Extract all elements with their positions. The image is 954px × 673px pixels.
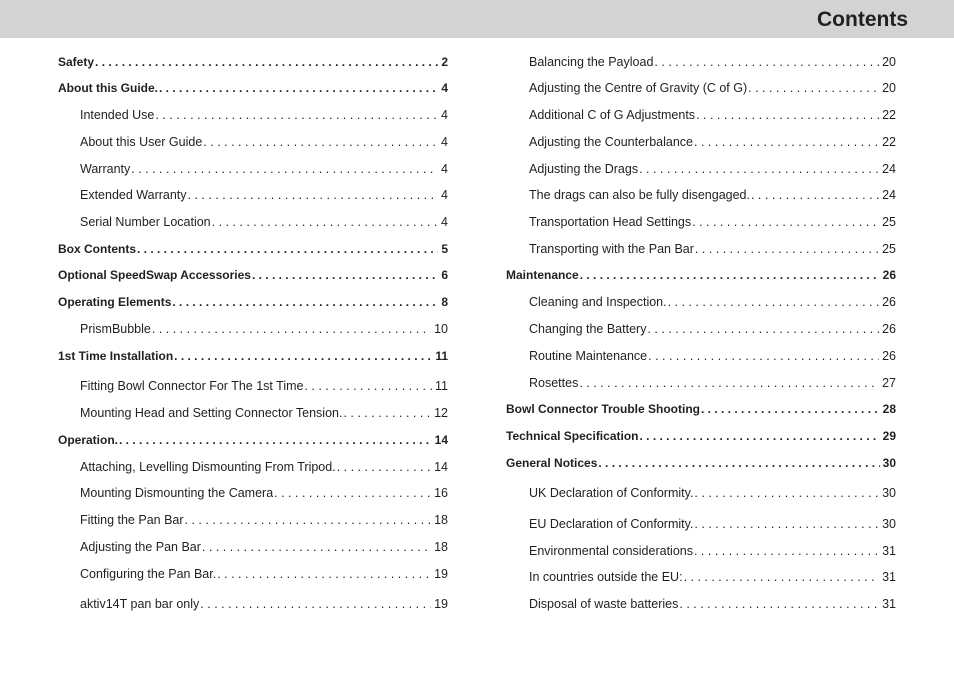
toc-entry-label: Technical Specification	[506, 429, 639, 443]
toc-entry-label: Transportation Head Settings	[529, 215, 692, 229]
toc-entry[interactable]	[80, 106, 448, 124]
dot-leader	[694, 133, 879, 151]
toc-entry-page-number: 18	[434, 513, 448, 527]
toc-entry-label: Adjusting the Centre of Gravity (C of G)	[529, 81, 748, 95]
dot-leader	[696, 106, 879, 124]
toc-entry-label: Mounting Dismounting the Camera	[80, 486, 274, 500]
toc-entry-label: Optional SpeedSwap Accessories	[58, 268, 251, 282]
dot-leader	[304, 377, 432, 395]
dot-leader	[748, 79, 879, 97]
toc-entry-label: Mounting Head and Setting Connector Tension.	[80, 406, 343, 420]
toc-entry-page-number: 22	[882, 108, 896, 122]
toc-entry-label: About this Guide.	[58, 81, 158, 95]
toc-entry-label: 1st Time Installation	[58, 349, 174, 363]
toc-entry-label: EU Declaration of Conformity.	[529, 517, 694, 531]
dot-leader	[694, 515, 879, 533]
toc-entry-page-number: 30	[882, 486, 896, 500]
toc-entry-page-number: 19	[434, 597, 448, 611]
toc-entry[interactable]	[80, 377, 448, 395]
dot-leader	[274, 484, 431, 502]
toc-entry[interactable]	[58, 240, 448, 258]
toc-entry[interactable]	[506, 400, 896, 418]
toc-entry[interactable]	[529, 79, 896, 97]
dot-leader	[751, 186, 879, 204]
toc-entry[interactable]	[80, 133, 448, 151]
dot-leader	[648, 347, 879, 365]
toc-entry[interactable]	[58, 431, 448, 449]
toc-entry[interactable]	[80, 511, 448, 529]
toc-entry[interactable]	[80, 320, 448, 338]
toc-entry[interactable]	[80, 458, 448, 476]
toc-entry[interactable]	[529, 347, 896, 365]
toc-entry[interactable]	[529, 106, 896, 124]
dot-leader	[202, 538, 431, 556]
dot-leader	[188, 186, 439, 204]
toc-entry-label: The drags can also be fully disengaged.	[529, 188, 750, 202]
dot-leader	[185, 511, 432, 529]
toc-entry-label: Disposal of waste batteries	[529, 597, 679, 611]
dot-leader	[174, 347, 432, 365]
toc-entry[interactable]	[80, 484, 448, 502]
toc-entry[interactable]	[58, 293, 448, 311]
toc-entry-label: Intended Use	[80, 108, 155, 122]
toc-entry[interactable]	[529, 374, 896, 392]
toc-entry-page-number: 6	[441, 268, 448, 282]
dot-leader	[701, 400, 880, 418]
toc-entry-page-number: 10	[434, 322, 448, 336]
toc-entry[interactable]	[506, 266, 896, 284]
toc-entry[interactable]	[529, 542, 896, 560]
toc-entry[interactable]	[529, 240, 896, 258]
toc-entry-page-number: 31	[882, 570, 896, 584]
dot-leader	[131, 160, 438, 178]
page-title: Contents	[817, 8, 908, 31]
toc-entry-label: Bowl Connector Trouble Shooting	[506, 402, 700, 416]
toc-entry-label: Additional C of G Adjustments	[529, 108, 696, 122]
toc-entry-page-number: 22	[882, 135, 896, 149]
toc-entry-label: Fitting the Pan Bar	[80, 513, 184, 527]
dot-leader	[679, 595, 879, 613]
toc-entry-page-number: 26	[882, 349, 896, 363]
header-bar	[0, 0, 954, 38]
dot-leader	[137, 240, 438, 258]
toc-entry-label: Warranty	[80, 162, 131, 176]
toc-entry-label: Adjusting the Pan Bar	[80, 540, 201, 554]
toc-entry-page-number: 4	[441, 215, 448, 229]
toc-entry[interactable]	[80, 595, 448, 613]
toc-entry-label: Adjusting the Drags	[529, 162, 639, 176]
toc-entry-page-number: 29	[882, 429, 896, 443]
dot-leader	[159, 79, 438, 97]
toc-entry-label: Routine Maintenance	[529, 349, 648, 363]
toc-entry-label: Rosettes	[529, 376, 579, 390]
toc-entry-page-number: 18	[434, 540, 448, 554]
toc-entry-page-number: 24	[882, 162, 896, 176]
toc-entry-label: Maintenance	[506, 268, 579, 282]
toc-entry-page-number: 14	[434, 433, 448, 447]
toc-entry[interactable]	[506, 427, 896, 445]
dot-leader	[337, 458, 431, 476]
toc-entry-page-number: 26	[882, 295, 896, 309]
toc-entry-label: Attaching, Levelling Dismounting From Tripod.	[80, 460, 336, 474]
dot-leader	[212, 213, 438, 231]
dot-leader	[668, 293, 879, 311]
toc-entry[interactable]	[529, 160, 896, 178]
toc-entry-page-number: 24	[882, 188, 896, 202]
dot-leader	[639, 160, 879, 178]
toc-entry[interactable]	[80, 404, 448, 422]
toc-entry-label: Changing the Battery	[529, 322, 647, 336]
dot-leader	[694, 484, 879, 502]
toc-entry-label: PrismBubble	[80, 322, 151, 336]
dot-leader	[579, 374, 879, 392]
toc-entry-label: Safety	[58, 55, 95, 69]
dot-leader	[217, 565, 431, 583]
dot-leader	[172, 293, 438, 311]
toc-entry[interactable]	[80, 160, 448, 178]
dot-leader	[119, 431, 432, 449]
toc-entry-label: About this User Guide	[80, 135, 203, 149]
toc-entry-page-number: 4	[441, 162, 448, 176]
dot-leader	[647, 320, 879, 338]
toc-entry[interactable]	[506, 454, 896, 472]
toc-entry-page-number: 26	[882, 268, 896, 282]
toc-entry-page-number: 28	[882, 402, 896, 416]
toc-entry[interactable]	[529, 595, 896, 613]
dot-leader	[684, 568, 880, 586]
toc-entry-page-number: 11	[435, 379, 448, 393]
toc-entry-label: Fitting Bowl Connector For The 1st Time	[80, 379, 304, 393]
dot-leader	[639, 427, 879, 445]
toc-entry-page-number: 4	[441, 108, 448, 122]
toc-entry-page-number: 2	[441, 55, 448, 69]
dot-leader	[580, 266, 880, 284]
toc-entry-page-number: 11	[435, 349, 448, 363]
toc-entry-page-number: 14	[434, 460, 448, 474]
toc-entry-page-number: 19	[434, 567, 448, 581]
toc-entry-label: Extended Warranty	[80, 188, 187, 202]
toc-entry[interactable]	[58, 347, 448, 365]
toc-entry-label: Environmental considerations	[529, 544, 693, 558]
toc-entry-page-number: 30	[882, 517, 896, 531]
toc-entry-page-number: 20	[882, 55, 896, 69]
toc-entry-page-number: 20	[882, 81, 896, 95]
toc-entry[interactable]	[529, 293, 896, 311]
toc-entry-label: In countries outside the EU:	[529, 570, 683, 584]
toc-entry-page-number: 8	[441, 295, 448, 309]
toc-entry-label: aktiv14T pan bar only	[80, 597, 200, 611]
dot-leader	[152, 320, 431, 338]
toc-entry-label: UK Declaration of Conformity.	[529, 486, 694, 500]
toc-entry-page-number: 30	[882, 456, 896, 470]
toc-entry[interactable]	[80, 186, 448, 204]
toc-entry[interactable]	[80, 565, 448, 583]
toc-entry-label: Transporting with the Pan Bar	[529, 242, 694, 256]
toc-entry-label: Box Contents	[58, 242, 136, 256]
toc-entry-page-number: 31	[882, 597, 896, 611]
toc-entry-label: Operating Elements	[58, 295, 172, 309]
dot-leader	[694, 542, 879, 560]
toc-entry[interactable]	[80, 538, 448, 556]
toc-entry-page-number: 16	[434, 486, 448, 500]
toc-entry-page-number: 4	[441, 188, 448, 202]
toc-entry[interactable]	[529, 133, 896, 151]
toc-entry-page-number: 25	[882, 215, 896, 229]
toc-entry-label: General Notices	[506, 456, 598, 470]
toc-entry[interactable]	[529, 186, 896, 204]
toc-entry-page-number: 25	[882, 242, 896, 256]
toc-entry-label: Operation.	[58, 433, 119, 447]
toc-entry-label: Adjusting the Counterbalance	[529, 135, 694, 149]
toc-entry[interactable]	[529, 515, 896, 533]
toc-entry-page-number: 27	[882, 376, 896, 390]
toc-entry[interactable]	[58, 79, 448, 97]
toc-entry[interactable]	[529, 568, 896, 586]
toc-entry[interactable]	[529, 320, 896, 338]
dot-leader	[343, 404, 431, 422]
dot-leader	[155, 106, 438, 124]
toc-entry[interactable]	[58, 266, 448, 284]
toc-entry-label: Serial Number Location	[80, 215, 211, 229]
toc-entry-label: Balancing the Payload	[529, 55, 654, 69]
toc-entry-page-number: 5	[441, 242, 448, 256]
toc-entry-page-number: 31	[882, 544, 896, 558]
dot-leader	[695, 240, 879, 258]
dot-leader	[598, 454, 879, 472]
toc-entry[interactable]	[529, 53, 896, 71]
toc-entry[interactable]	[529, 213, 896, 231]
toc-entry-label: Configuring the Pan Bar.	[80, 567, 217, 581]
toc-entry[interactable]	[529, 484, 896, 502]
toc-entry-page-number: 12	[434, 406, 448, 420]
toc-entry-page-number: 4	[441, 81, 448, 95]
dot-leader	[200, 595, 431, 613]
dot-leader	[203, 133, 438, 151]
dot-leader	[654, 53, 879, 71]
toc-entry-page-number: 26	[882, 322, 896, 336]
toc-entry[interactable]	[58, 53, 448, 71]
dot-leader	[252, 266, 438, 284]
dot-leader	[95, 53, 438, 71]
toc-entry-label: Cleaning and Inspection.	[529, 295, 667, 309]
dot-leader	[692, 213, 879, 231]
toc-entry-page-number: 4	[441, 135, 448, 149]
toc-entry[interactable]	[80, 213, 448, 231]
